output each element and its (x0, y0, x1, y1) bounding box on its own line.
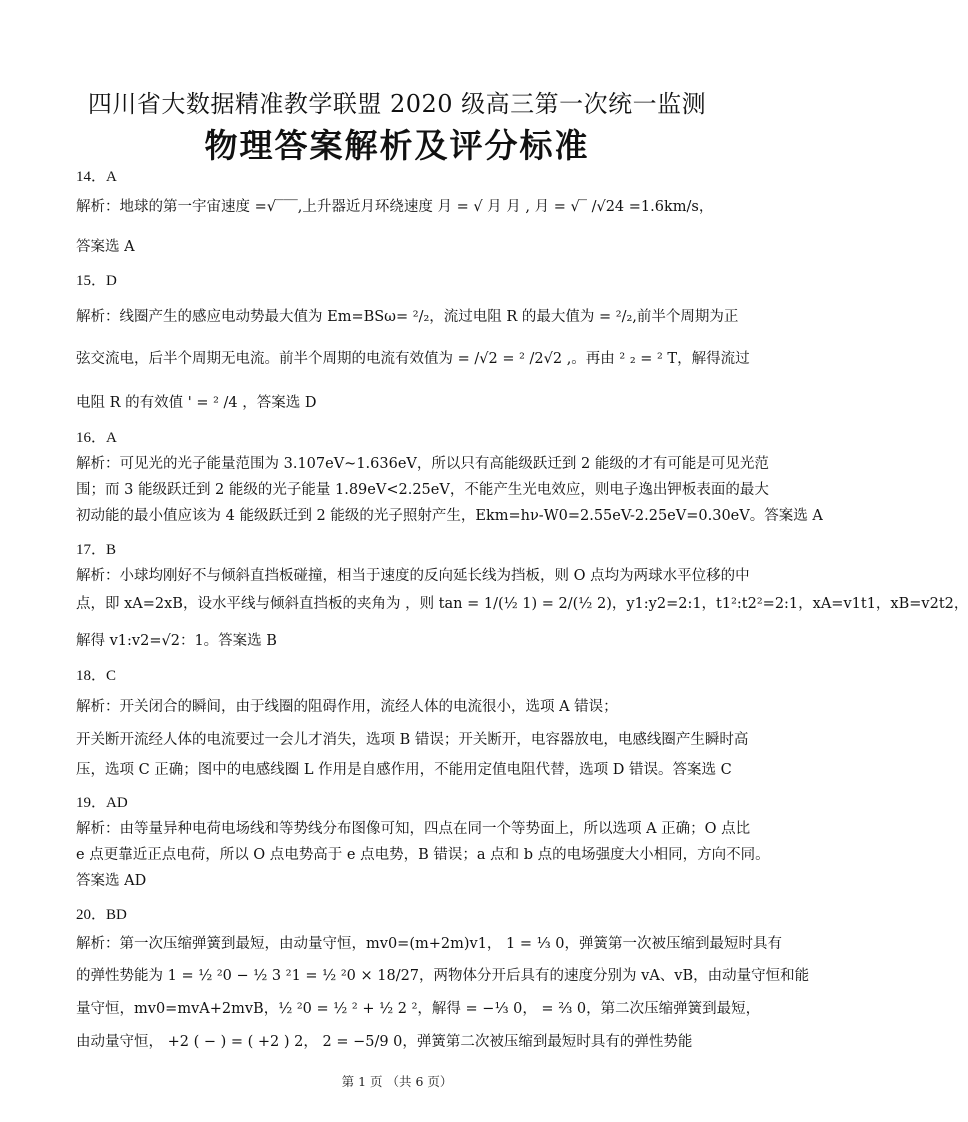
q20-explanation-line: 量守恒，mv0=mvA+2mvB，½ ²0 = ½ ² + ½ 2 ²，解得 = −⅓ 0， = ⅔ 0，第二次压缩弹簧到最短， (76, 1001, 761, 1017)
q18-explanation-line: 压，选项 C 正确；图中的电感线圈 L 作用是自感作用，不能用定值电阻代替，选项 D 错误。答案选 C (76, 762, 732, 778)
q16-explanation-line: 围；而 3 能级跃迁到 2 能级的光子能量 1.89eV<2.25eV，不能产生光电效应，则电子逸出钾板表面的最大 (76, 482, 769, 498)
q17-explanation-line: 点，即 xA=2xB，设水平线与倾斜直挡板的夹角为 ，则 tan = 1/(½ 1) = 2/(½ 2)，y1:y2=2:1，t1²:t2²=2:1，xA=v1t1，xB=v2t2， (76, 596, 968, 612)
q17-explanation-line: 解析：小球均刚好不与倾斜直挡板碰撞，相当于速度的反向延长线为挡板，则 O 点均为两球水平位移的中 (76, 568, 750, 584)
q20-answer: 20．BD (76, 907, 127, 923)
q16-explanation-line: 初动能的最小值应该为 4 能级跃迁到 2 能级的光子照射产生，Ekm=hν-W0=2.55eV-2.25eV=0.30eV。答案选 A (76, 508, 823, 524)
q20-explanation-line: 解析：第一次压缩弹簧到最短，由动量守恒，mv0=(m+2m)v1， 1 = ⅓ 0，弹簧第一次被压缩到最短时具有 (76, 936, 783, 952)
q20-explanation-line: 由动量守恒， +2 ( − ) = ( +2 ) 2， 2 = −5/9 0，弹簧第二次被压缩到最短时具有的弹性势能 (76, 1034, 693, 1050)
q14-conclusion: 答案选 A (76, 239, 135, 255)
exam-title: 四川省大数据精准教学联盟 2020 级高三第一次统一监测 (87, 90, 707, 118)
q14-explanation-line: 解析：地球的第一宇宙速度 =√‾‾‾,上升器近月环绕速度 月 = √ 月 月 , 月 = √‾ /√24 =1.6km/s， (76, 199, 714, 215)
q15-explanation-line: 解析：线圈产生的感应电动势最大值为 Em=BSω= ²/₂，流过电阻 R 的最大值为 = ²/₂,前半个周期为正 (76, 309, 739, 325)
answer-key-title: 物理答案解析及评分标准 (204, 126, 590, 165)
q15-explanation-line: 弦交流电，后半个周期无电流。前半个周期的电流有效值为 = /√2 = ² /2√2 ,。再由 ² ₂ = ² T，解得流过 (76, 351, 750, 367)
q15-explanation-line: 电阻 R 的有效值 ' = ² /4 ，答案选 D (76, 395, 317, 411)
q19-explanation-line: 解析：由等量异种电荷电场线和等势线分布图像可知，四点在同一个等势面上，所以选项 A 正确；O 点比 (76, 821, 751, 837)
q17-explanation-line: 解得 v1:v2=√2：1。答案选 B (76, 633, 277, 649)
q14-answer: 14．A (76, 169, 117, 185)
page-number: 第 1 页 （共 6 页） (341, 1074, 453, 1089)
q17-answer: 17．B (76, 542, 117, 558)
q19-explanation-line: 答案选 AD (76, 873, 147, 889)
q19-explanation-line: e 点更靠近正点电荷，所以 O 点电势高于 e 点电势，B 错误；a 点和 b 点的电场强度大小相同，方向不同。 (76, 847, 770, 863)
q16-explanation-line: 解析：可见光的光子能量范围为 3.107eV~1.636eV，所以只有高能级跃迁到 2 能级的才有可能是可见光范 (76, 456, 769, 472)
q20-explanation-line: 的弹性势能为 1 = ½ ²0 − ½ 3 ²1 = ½ ²0 × 18/27，两物体分开后具有的速度分别为 vA、vB，由动量守恒和能 (76, 968, 810, 984)
q15-answer: 15．D (76, 273, 117, 289)
q16-answer: 16．A (76, 430, 117, 446)
q18-explanation-line: 解析：开关闭合的瞬间，由于线圈的阻碍作用，流经人体的电流很小，选项 A 错误； (76, 699, 618, 715)
q18-explanation-line: 开关断开流经人体的电流要过一会儿才消失，选项 B 错误；开关断开，电容器放电，电感线圈产生瞬时高 (76, 732, 749, 748)
q18-answer: 18．C (76, 668, 117, 684)
q19-answer: 19．AD (76, 795, 128, 811)
